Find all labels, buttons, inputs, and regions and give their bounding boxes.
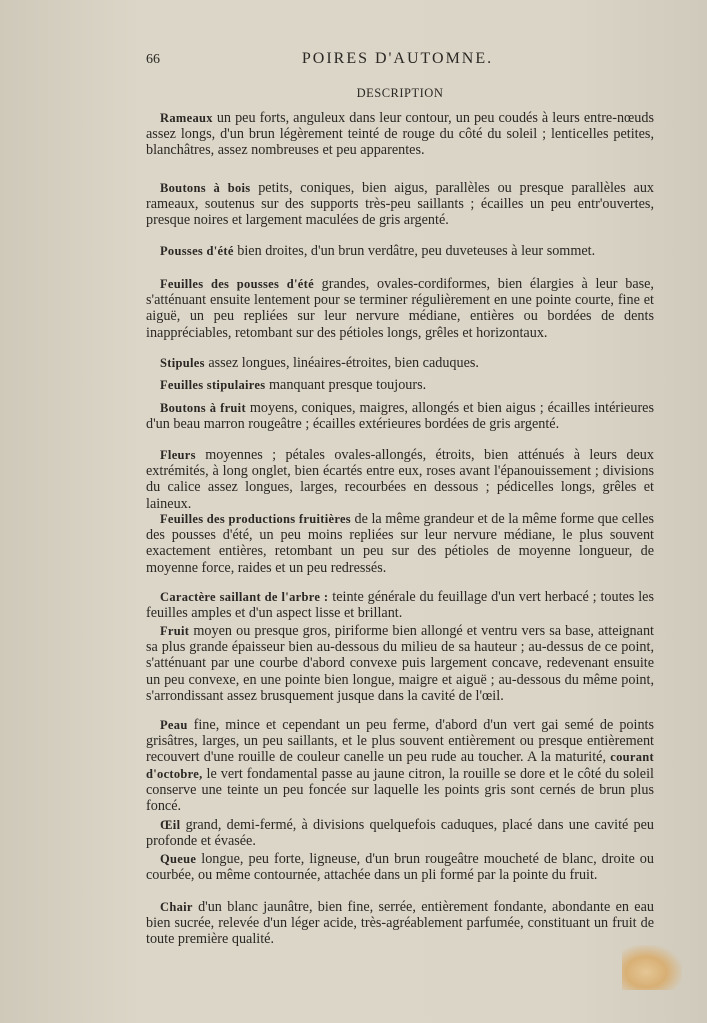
description-text: assez longues, linéaires-étroites, bien caduques. (204, 355, 479, 371)
paragraph-boutons-a-bois (146, 180, 654, 229)
description-text: longue, peu forte, ligneuse, d'un brun rougeâtre moucheté de blanc, droite ou courbée, ou même contournée, attachée dans un pli formé par la pointe du fruit. (146, 851, 654, 884)
description-text: le vert fondamental passe au jaune citron, la rouille se dore et le côté du soleil conserve une teinte un peu foncée sur laquelle les points gris sont cernés de brun plus foncé. (146, 765, 654, 815)
description-text: moyen ou presque gros, piriforme bien allongé et ventru vers sa base, atteignant sa plus grande épaisseur bien au-dessous du milieu de sa hauteur ; au-dessus de ce point, s'atténuant par une courbe d'abord convexe puis largement concave, redevenant ensuite un peu convexe, en une pointe bien longue, maigre et aiguë ; au-dessous du même point, s'arrondissant assez brusquement jusque dans la cavité de l'œil. (146, 623, 654, 704)
paragraph-fruit (146, 623, 654, 704)
term: Boutons à bois (160, 181, 251, 195)
paragraph-feuilles-pousses (146, 276, 654, 341)
description-text: petits, coniques, bien aigus, parallèles ou presque parallèles aux rameaux, soutenus sur des supports très-peu saillants ; écailles un peu entr'ouvertes, presque noires et largement maculées de gris argenté. (146, 180, 655, 229)
description-text: d'un blanc jaunâtre, bien fine, serrée, entièrement fondante, abondante en eau bien sucrée, relevée d'un léger acide, très-agréablement parfumée, constituant un fruit de toute première qualité. (146, 899, 654, 948)
term: Feuilles stipulaires (160, 378, 266, 392)
paragraph-rameaux (146, 110, 654, 159)
description-text: fine, mince et cependant un peu ferme, d'abord d'un vert gai semé de points grisâtres, larges, un peu saillants, et le plus souvent entièrement ou presque entièrement recouvert d'une rouille de couleur canelle un peu rude au toucher. A la maturité, (146, 717, 654, 766)
section-heading: DESCRIPTION (356, 86, 444, 100)
paragraph-feuilles-stipulaires (146, 377, 654, 393)
paragraph-pousses-ete (146, 243, 654, 259)
paragraph-peau (146, 717, 654, 814)
description-text: de la même grandeur et de la même forme que celles des pousses d'été, un peu moins repliées sur leur nervure médiane, le plus souvent exactement entières, retombant un peu sur des pétioles de moyenne longueur, de moyenne force, raides et un peu redressés. (146, 511, 654, 576)
term: Rameaux (160, 111, 213, 125)
pear-image-fragment (622, 945, 682, 990)
paragraph-queue (146, 851, 654, 883)
term: Feuilles des pousses d'été (160, 277, 314, 291)
term: Fleurs (160, 448, 196, 462)
description-text: teinte générale du feuillage d'un vert herbacé ; toutes les feuilles amples et d'un aspect lisse et brillant. (146, 589, 654, 622)
term: Chair (160, 900, 193, 914)
term: Caractère saillant de l'arbre : (160, 590, 329, 604)
running-title: POIRES D'AUTOMNE. (301, 50, 494, 67)
description-text: manquant presque toujours. (265, 377, 427, 393)
term: Stipules (160, 356, 205, 370)
term: Queue (160, 852, 197, 866)
paragraph-caractere (146, 589, 654, 621)
paragraph-fleurs (146, 447, 654, 512)
paragraph-boutons-a-fruit (146, 400, 654, 432)
description-text: un peu forts, anguleux dans leur contour, un peu coudés à leurs entre-nœuds assez longs, d'un brun légèrement teinté de rouge du côté du soleil ; lenticelles petites, blanchâtres, assez nombreuses et peu apparentes. (146, 110, 654, 159)
description-text: grand, demi-fermé, à divisions quelquefois caduques, placé dans une cavité peu profonde et évasée. (146, 817, 654, 850)
page-number: 66 (146, 52, 160, 67)
description-text: moyens, coniques, maigres, allongés et bien aigus ; écailles intérieures d'un beau marron rougeâtre ; écailles extérieures bordées de gris argenté. (146, 400, 654, 433)
term: Œil (160, 818, 181, 832)
description-text: moyennes ; pétales ovales-allongés, étroits, bien atténués à leurs deux extrémités, à long onglet, bien écartés entre eux, roses avant l'épanouissement ; divisions du calice assez longues, larges, recourbées en dessous ; pédicelles longs, grêles et laineux. (146, 447, 654, 512)
description-text: bien droites, d'un brun verdâtre, peu duveteuses à leur sommet. (233, 243, 596, 259)
paragraph-feuilles-productions (146, 511, 654, 576)
paragraph-stipules (146, 355, 654, 371)
paragraph-oeil (146, 817, 654, 849)
paragraph-chair (146, 899, 654, 948)
term: Feuilles des productions fruitières (160, 512, 351, 526)
term-maturity: courant d'octobre, (146, 750, 654, 781)
term: Boutons à fruit (160, 401, 246, 415)
term: Pousses d'été (160, 244, 234, 258)
term: Fruit (160, 624, 190, 638)
term: Peau (160, 718, 188, 732)
description-text: grandes, ovales-cordiformes, bien élargies à leur base, s'atténuant ensuite lentement pour se terminer régulièrement en une pointe courte, fine et aiguë, un peu repliées sur leur nervure médiane, entières ou bordées de dents inappréciables, retombant sur des pétioles longs, grêles et horizontaux. (146, 276, 654, 341)
